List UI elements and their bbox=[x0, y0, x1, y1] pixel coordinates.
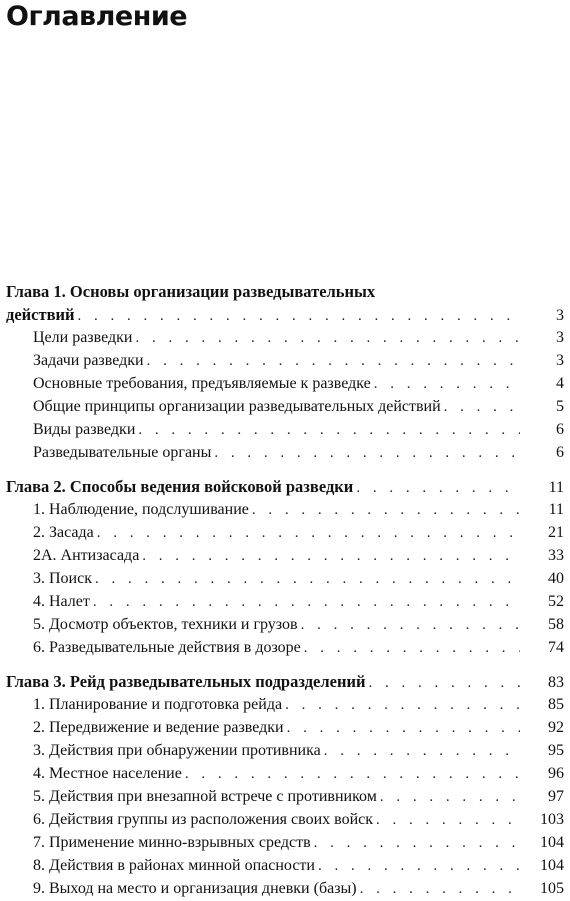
chapter-2-title-line[interactable] bbox=[0, 475, 570, 498]
chapter-2-title: Глава 2. Способы ведения войсковой разведки bbox=[6, 477, 354, 496]
dot-leader bbox=[314, 832, 520, 855]
toc-entry-page: 92 bbox=[548, 719, 564, 736]
toc-entry[interactable] bbox=[0, 567, 570, 590]
chapter-1-title-line[interactable] bbox=[0, 303, 570, 326]
dot-leader bbox=[368, 672, 520, 695]
toc-entry[interactable] bbox=[0, 349, 570, 372]
toc-entry-label: 5. Досмотр объектов, техники и грузов bbox=[33, 616, 298, 633]
dot-leader bbox=[252, 499, 520, 522]
dot-leader bbox=[285, 694, 520, 717]
dot-leader bbox=[380, 786, 520, 809]
toc-entry[interactable] bbox=[0, 739, 570, 762]
toc-entry-label: Цели разведки bbox=[33, 329, 133, 346]
toc-entry-page: 4 bbox=[556, 375, 564, 392]
toc-entry-page: 33 bbox=[548, 547, 564, 564]
toc-entry-page: 95 bbox=[548, 742, 564, 759]
toc-entry-label: Виды разведки bbox=[33, 421, 136, 438]
toc-entry-label: 1. Планирование и подготовка рейда bbox=[33, 696, 283, 713]
chapter-3-page: 83 bbox=[548, 674, 564, 691]
toc-entry[interactable] bbox=[0, 521, 570, 544]
toc-entry-page: 6 bbox=[556, 444, 564, 461]
toc-entry[interactable] bbox=[0, 716, 570, 739]
toc-entry-page: 104 bbox=[540, 857, 564, 874]
toc-entry-label: 8. Действия в районах минной опасности bbox=[33, 857, 315, 874]
toc-entry-page: 52 bbox=[548, 593, 564, 610]
toc-entry[interactable] bbox=[0, 418, 570, 441]
dot-leader bbox=[142, 545, 520, 568]
toc-entry[interactable] bbox=[0, 808, 570, 831]
toc-entry[interactable] bbox=[0, 831, 570, 854]
chapter-2-page: 11 bbox=[548, 479, 564, 496]
toc-entry[interactable] bbox=[0, 395, 570, 418]
toc-entry-label: 3. Поиск bbox=[33, 570, 92, 587]
toc-entry[interactable] bbox=[0, 441, 570, 464]
dot-leader bbox=[374, 373, 520, 396]
toc-entry-page: 5 bbox=[556, 398, 564, 415]
toc-entry-label: 6. Разведывательные действия в дозоре bbox=[33, 639, 301, 656]
toc-entry[interactable] bbox=[0, 590, 570, 613]
chapter-1-title[interactable]: Глава 1. Основы организации разведывательных bbox=[6, 282, 376, 301]
toc-entry-page: 21 bbox=[548, 524, 564, 541]
toc-entry[interactable] bbox=[0, 544, 570, 567]
dot-leader bbox=[356, 477, 520, 500]
page-title: Оглавление bbox=[6, 1, 188, 32]
toc-entry[interactable] bbox=[0, 693, 570, 716]
toc-entry-label: Общие принципы организации разведывательных действий bbox=[33, 398, 441, 415]
toc-entry-label: 2. Передвижение и ведение разведки bbox=[33, 719, 284, 736]
toc-entry-page: 40 bbox=[548, 570, 564, 587]
toc-entry-label: Разведывательные органы bbox=[33, 444, 212, 461]
toc-entry-page: 103 bbox=[540, 811, 564, 828]
toc-entry-label: 1. Наблюдение, подслушивание bbox=[33, 501, 249, 518]
dot-leader bbox=[318, 855, 520, 878]
toc-entry-label: 2А. Антизасада bbox=[33, 547, 140, 564]
toc-entry-page: 96 bbox=[548, 765, 564, 782]
toc-entry-page: 74 bbox=[548, 639, 564, 656]
chapter-3-title-line[interactable] bbox=[0, 670, 570, 693]
toc-entry-page: 3 bbox=[556, 329, 564, 346]
dot-leader bbox=[93, 591, 520, 614]
toc-entry-label: 6. Действия группы из расположения своих войск bbox=[33, 811, 374, 828]
table-of-contents bbox=[0, 280, 570, 900]
dot-leader bbox=[97, 522, 520, 545]
dot-leader bbox=[301, 614, 520, 637]
toc-entry-label: 7. Применение минно-взрывных средств bbox=[33, 834, 311, 851]
toc-entry[interactable] bbox=[0, 613, 570, 636]
toc-entry-page: 97 bbox=[548, 788, 564, 805]
toc-entry-label: 4. Налет bbox=[33, 593, 90, 610]
dot-leader bbox=[444, 396, 520, 419]
toc-entry-page: 85 bbox=[548, 696, 564, 713]
toc-entry-page: 105 bbox=[540, 880, 564, 897]
toc-entry-label: Задачи разведки bbox=[33, 352, 144, 369]
toc-entry-page: 6 bbox=[556, 421, 564, 438]
toc-entry[interactable] bbox=[0, 372, 570, 395]
toc-entry-page: 104 bbox=[540, 834, 564, 851]
chapter-3-title: Глава 3. Рейд разведывательных подразделений bbox=[6, 672, 366, 691]
chapter-1 bbox=[0, 280, 570, 464]
toc-entry[interactable] bbox=[0, 498, 570, 521]
toc-entry[interactable] bbox=[0, 785, 570, 808]
dot-leader bbox=[214, 442, 520, 465]
toc-entry-page: 3 bbox=[556, 352, 564, 369]
dot-leader bbox=[135, 327, 520, 350]
chapter-1-page: 3 bbox=[556, 307, 564, 324]
toc-entry[interactable] bbox=[0, 326, 570, 349]
chapter-1-title-continuation: действий bbox=[6, 305, 75, 324]
chapter-3 bbox=[0, 670, 570, 900]
toc-entry-label: 3. Действия при обнаружении противника bbox=[33, 742, 321, 759]
toc-entry[interactable] bbox=[0, 762, 570, 785]
dot-leader bbox=[78, 305, 520, 328]
toc-entry[interactable] bbox=[0, 877, 570, 900]
toc-entry-label: 4. Местное население bbox=[33, 765, 182, 782]
chapter-2 bbox=[0, 475, 570, 659]
dot-leader bbox=[360, 878, 520, 901]
toc-entry[interactable] bbox=[0, 636, 570, 659]
toc-entry-page: 58 bbox=[548, 616, 564, 633]
dot-leader bbox=[95, 568, 520, 591]
toc-entry[interactable] bbox=[0, 854, 570, 877]
dot-leader bbox=[287, 717, 520, 740]
toc-entry-label: 9. Выход на место и организация дневки (базы) bbox=[33, 880, 357, 897]
dot-leader bbox=[376, 809, 520, 832]
dot-leader bbox=[138, 419, 520, 442]
dot-leader bbox=[304, 637, 520, 660]
toc-entry-label: 5. Действия при внезапной встрече с противником bbox=[33, 788, 377, 805]
dot-leader bbox=[147, 350, 520, 373]
toc-entry-label: 2. Засада bbox=[33, 524, 94, 541]
toc-entry-label: Основные требования, предъявляемые к разведке bbox=[33, 375, 371, 392]
dot-leader bbox=[324, 740, 520, 763]
dot-leader bbox=[185, 763, 520, 786]
toc-entry-page: 11 bbox=[548, 501, 564, 518]
